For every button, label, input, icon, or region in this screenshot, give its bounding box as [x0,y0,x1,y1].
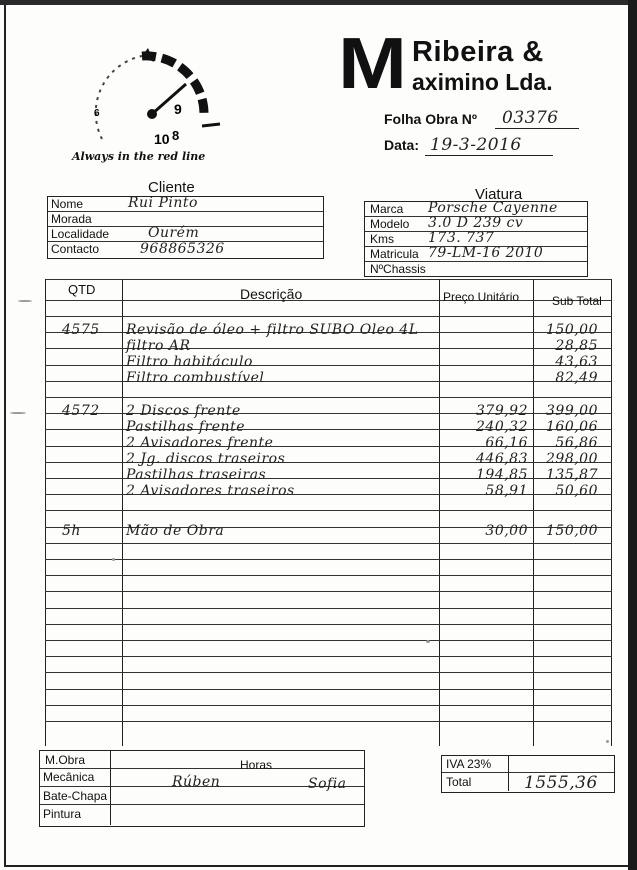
viatura-modelo-label: Modelo [370,217,410,231]
row-subtotal: 28,85 [555,338,598,354]
table-row-line [45,689,612,690]
logo-tagline: Always in the red line [72,150,206,163]
viatura-kms-label: Kms [370,232,394,246]
header-subtotal: Sub Total [552,294,602,308]
company-name-line2: aximino Lda. [412,69,553,95]
row-descricao: filtro AR [126,338,191,354]
row-descricao: 2 Jg. discos traseiros [126,451,286,467]
table-header-border [45,300,612,301]
cliente-localidade-value: Ourém [148,225,200,241]
cliente-title: Cliente [148,179,195,196]
table-row-line [45,591,612,592]
row-subtotal: 82,49 [555,370,598,386]
labour-row-divider [40,768,364,769]
totals-col-divider [508,755,509,791]
table-row-line [45,559,612,560]
table-row-line [45,608,612,609]
cliente-morada-label: Morada [51,212,92,226]
folha-obra-label: Folha Obra Nº [384,111,478,127]
table-row-line [45,575,612,576]
table-row-line [45,672,612,673]
table-row-line [45,543,612,544]
scan-mark [606,740,609,743]
gauge-tick-9: 9 [174,101,182,117]
row-qtd: 4575 [62,322,100,338]
row-descricao: Pastilhas traseiras [126,467,267,483]
row-subtotal: 50,60 [555,483,598,499]
table-row-line [45,656,612,657]
row-preco: 58,91 [485,483,528,499]
viatura-marca-value: Porsche Cayenne [428,200,558,216]
row-descricao: 2 Avisadores frente [126,435,274,451]
date-value: 19-3-2016 [430,135,522,155]
table-row-line [45,624,612,625]
scan-mark [426,640,430,643]
company-name-line1: Ribeira & [412,36,544,68]
scan-mark [10,412,26,414]
cliente-localidade-label: Localidade [51,227,110,241]
mecanica-label: Mecânica [43,770,95,784]
date-label: Data: [384,137,420,153]
folha-obra-number: 03376 [502,108,559,128]
table-row-line [45,640,612,641]
viatura-marca-label: Marca [370,202,404,216]
row-preco: 66,16 [485,435,528,451]
header-qtd: QTD [68,282,96,297]
header-preco-unitario: Preço Unitário [443,290,520,304]
scan-edge-right [628,0,637,870]
row-preco: 446,83 [476,451,528,467]
mecanica-worker-1: Rúben [172,774,221,790]
pintura-label: Pintura [43,807,82,821]
bate-chapa-label: Bate-Chapa [43,789,108,803]
table-row-line [45,705,612,706]
company-logo-initial: M [338,24,407,104]
header-descricao: Descrição [240,286,303,302]
gauge-tick-6: 6 [94,108,100,119]
mobra-label: M.Obra [45,753,86,767]
row-descricao: Filtro habitáculo [126,354,253,370]
row-preco: 240,32 [476,419,528,435]
row-descricao: Filtro combustível [126,370,265,386]
table-row-line [45,510,612,511]
viatura-matricula-label: Matricula [370,247,419,261]
cliente-contacto-label: Contacto [51,242,100,256]
viatura-chassis-label: NºChassis [370,262,426,276]
iva-label: IVA 23% [446,757,492,771]
labour-row-divider [40,804,364,805]
scan-mark [112,558,115,561]
row-descricao: Mão de Obra [126,523,225,539]
row-subtotal: 298,00 [546,451,598,467]
row-preco: 30,00 [485,523,528,539]
table-row-line [45,316,612,317]
row-qtd: 4572 [62,403,100,419]
gauge-tick-8: 8 [172,128,180,143]
cliente-contacto-value: 968865326 [140,241,225,257]
row-subtotal: 43,63 [555,354,598,370]
table-row-line [45,721,612,722]
date-underline [425,155,553,156]
row-descricao: Pastilhas frente [126,419,245,435]
row-subtotal: 399,00 [546,403,598,419]
folha-obra-underline [495,128,579,129]
row-subtotal: 160,06 [546,419,598,435]
total-value: 1555,36 [524,773,598,793]
labour-col-divider [110,750,111,825]
row-subtotal: 150,00 [546,523,598,539]
table-row-line [45,397,612,398]
row-descricao: 2 Avisadores traseiros [126,483,295,499]
viatura-matricula-value: 79-LM-16 2010 [428,245,544,261]
row-preco: 194,85 [476,467,528,483]
row-preco: 379,92 [476,403,528,419]
cliente-nome-value: Rui Pinto [128,195,198,211]
row-descricao: 2 Discos frente [126,403,241,419]
row-descricao: Revisão de óleo + filtro SUBO Oleo 4L [126,322,419,338]
viatura-modelo-value: 3.0 D 239 cv [428,215,524,231]
viatura-title: Viatura [475,186,523,203]
table-top-border [45,279,612,280]
row-subtotal: 135,87 [546,467,598,483]
cliente-nome-label: Nome [51,197,84,211]
total-label: Total [446,775,472,789]
gauge-tick-10: 10 [154,131,170,147]
scan-mark [18,300,32,302]
tachometer-logo-icon [82,44,222,156]
row-subtotal: 56,86 [555,435,598,451]
horas-label: Horas [240,758,273,772]
viatura-kms-value: 173. 737 [428,230,495,246]
row-qtd: 5h [62,523,81,539]
row-subtotal: 150,00 [546,322,598,338]
mecanica-worker-2: Sofia [308,776,347,792]
